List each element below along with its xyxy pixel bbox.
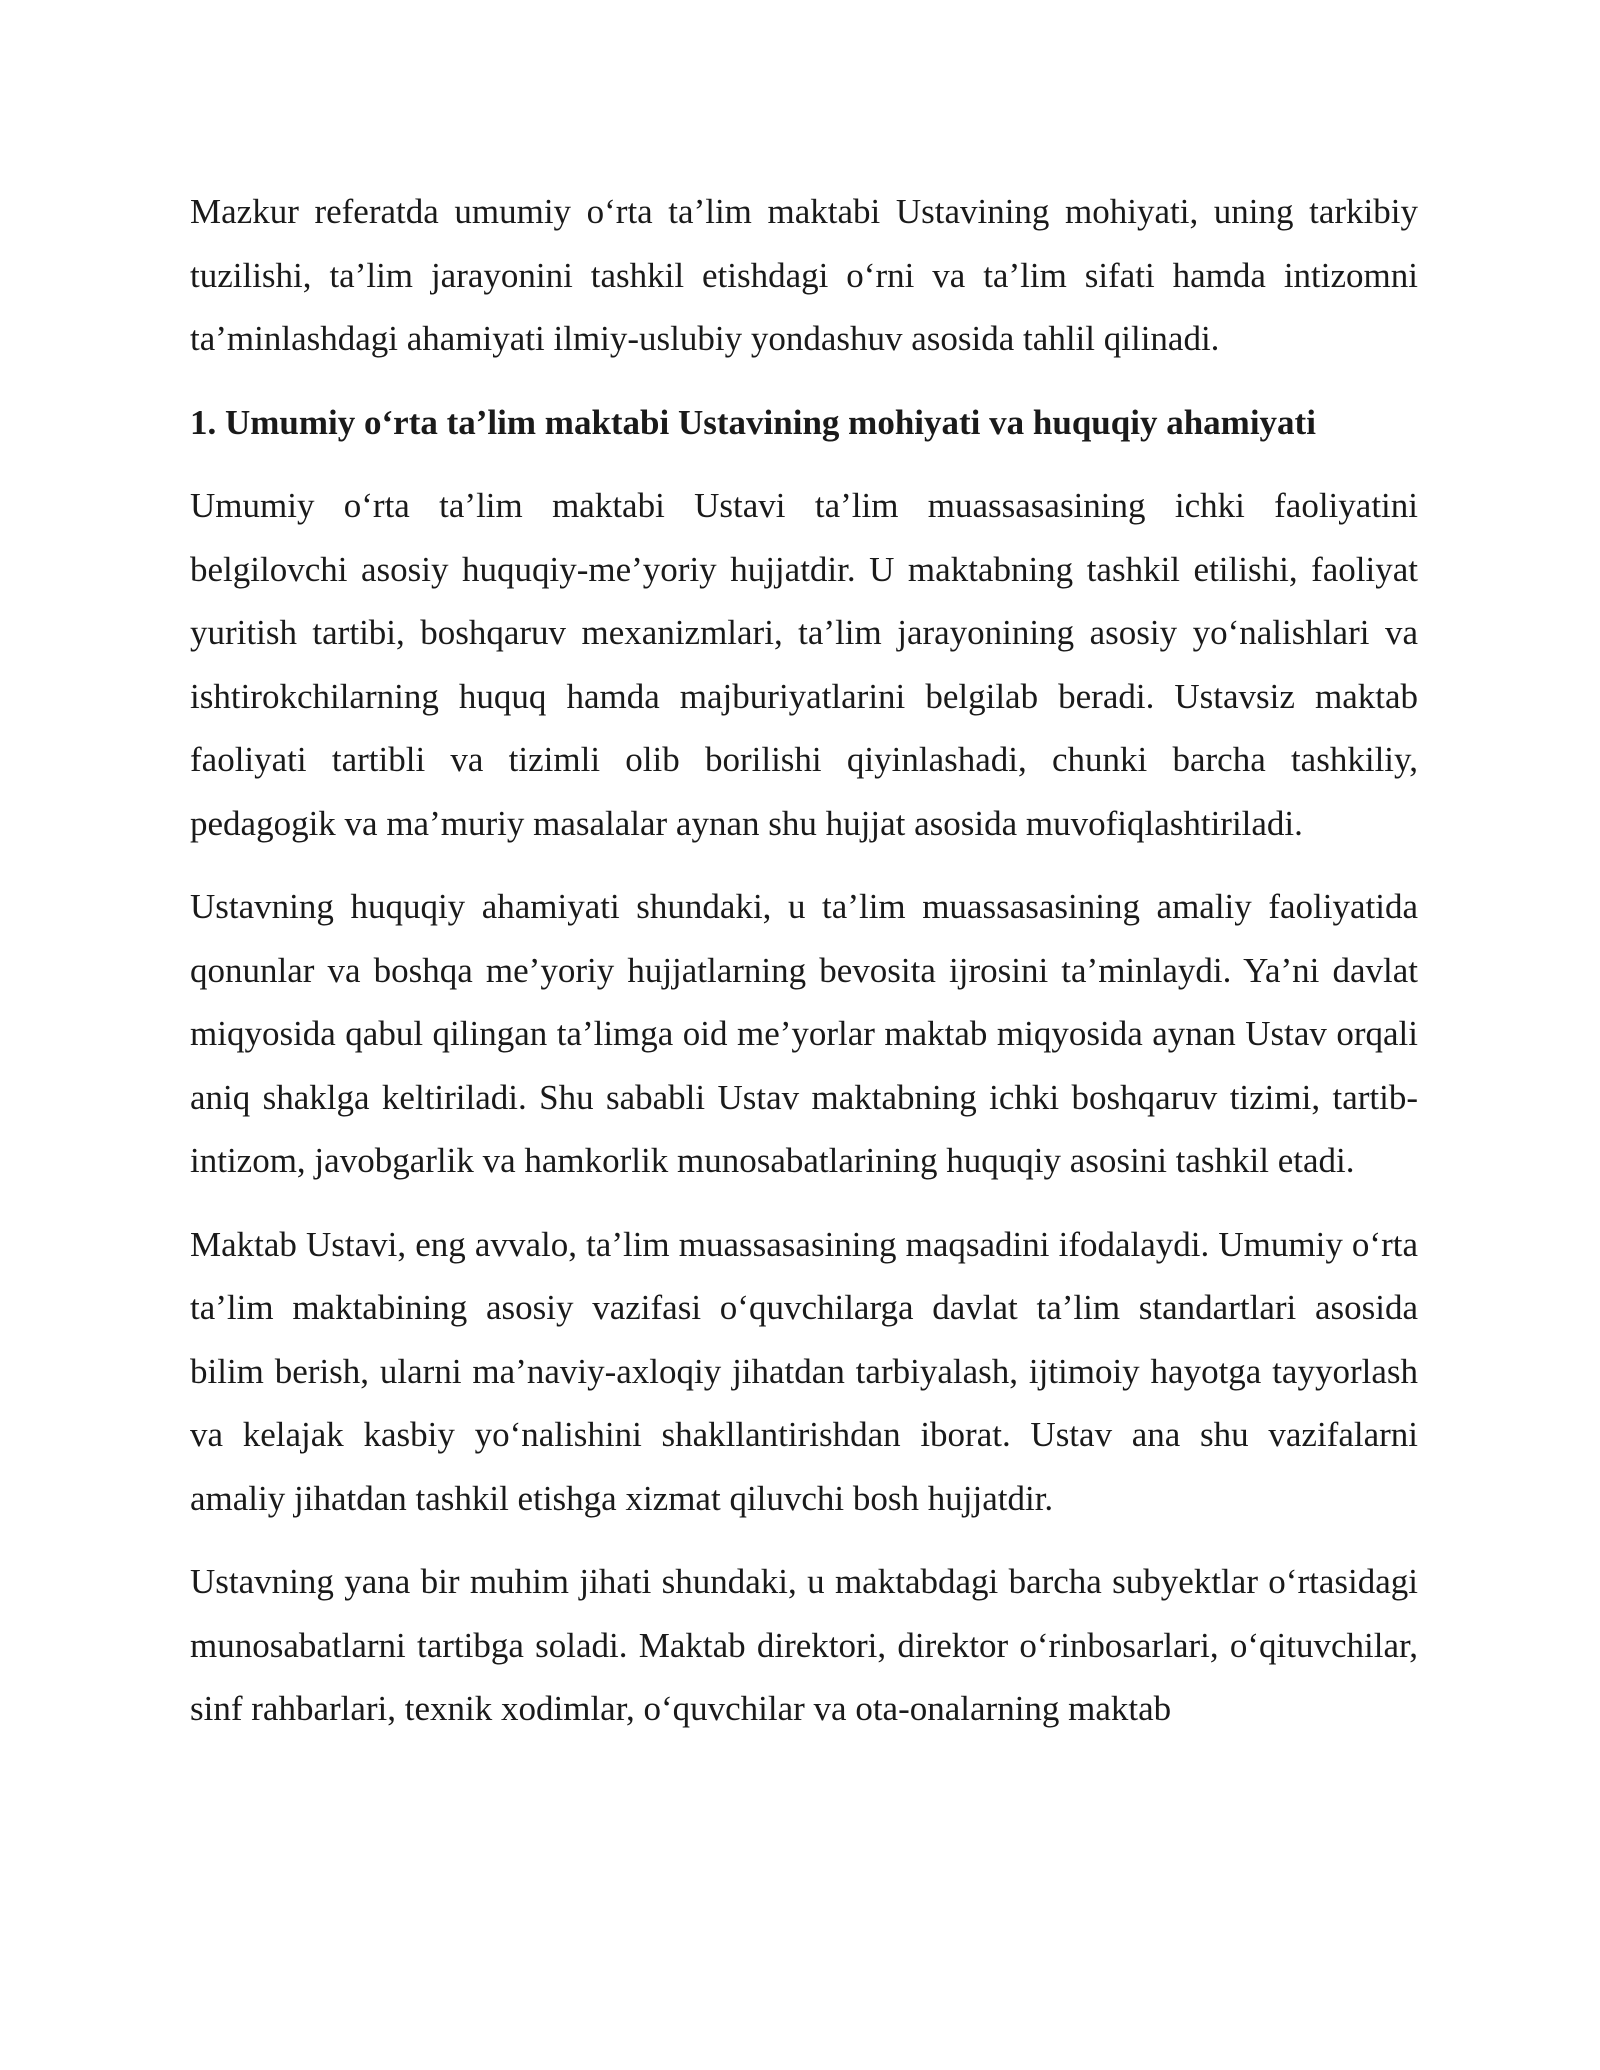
body-paragraph-2: Ustavning huquqiy ahamiyati shundaki, u ta’lim muassasasining amaliy faoliyatida qonunlar va boshqa me’yoriy hujjatlarning bevosita ijrosini ta’minlaydi. Ya’ni davlat miqyosida qabul qilingan ta’limga oid me’yorlar maktab miqyosida aynan Ustav orqali aniq shaklga keltiriladi. Shu sababli Ustav maktabning ichki boshqaruv tizimi, tartib-intizom, javobgarlik va hamkorlik munosabatlarining huquqiy asosini tashkil etadi. [190, 887, 1418, 1180]
body-paragraph-1: Umumiy o‘rta ta’lim maktabi Ustavi ta’lim muassasasining ichki faoliyatini belgilovchi asosiy huquqiy-me’yoriy hujjatdir. U maktabning tashkil etilishi, faoliyat yuritish tartibi, boshqaruv mexanizmlari, ta’lim jarayonining asosiy yo‘nalishlari va ishtirokchilarning huquq hamda majburiyatlarini belgilab beradi. Ustavsiz maktab faoliyati tartibli va tizimli olib borilishi qiyinlashadi, chunki barcha tashkiliy, pedagogik va ma’muriy masalalar aynan shu hujjat asosida muvofiqlashtiriladi. [190, 486, 1418, 843]
body-paragraph-4: Ustavning yana bir muhim jihati shundaki, u maktabdagi barcha subyektlar o‘rtasidagi munosabatlarni tartibga soladi. Maktab direktori, direktor o‘rinbosarlari, o‘qituvchilar, sinf rahbarlari, texnik xodimlar, o‘quvchilar va ota-onalarning maktab [190, 1562, 1418, 1728]
document-page [190, 180, 1418, 1761]
section-heading: 1. Umumiy o‘rta ta’lim maktabi Ustavining mohiyati va huquqiy ahamiyati [190, 402, 1316, 442]
intro-paragraph: Mazkur referatda umumiy o‘rta ta’lim maktabi Ustavining mohiyati, uning tarkibiy tuzilishi, ta’lim jarayonini tashkil etishdagi o‘rni va ta’lim sifati hamda intizomni ta’minlashdagi ahamiyati ilmiy-uslubiy yondashuv asosida tahlil qilinadi. [190, 192, 1418, 358]
body-paragraph-3: Maktab Ustavi, eng avvalo, ta’lim muassasasining maqsadini ifodalaydi. Umumiy o‘rta ta’lim maktabining asosiy vazifasi o‘quvchilarga davlat ta’lim standartlari asosida bilim berish, ularni ma’naviy-axloqiy jihatdan tarbiyalash, ijtimoiy hayotga tayyorlash va kelajak kasbiy yo‘nalishini shakllantirishdan iborat. Ustav ana shu vazifalarni amaliy jihatdan tashkil etishga xizmat qiluvchi bosh hujjatdir. [190, 1224, 1418, 1518]
